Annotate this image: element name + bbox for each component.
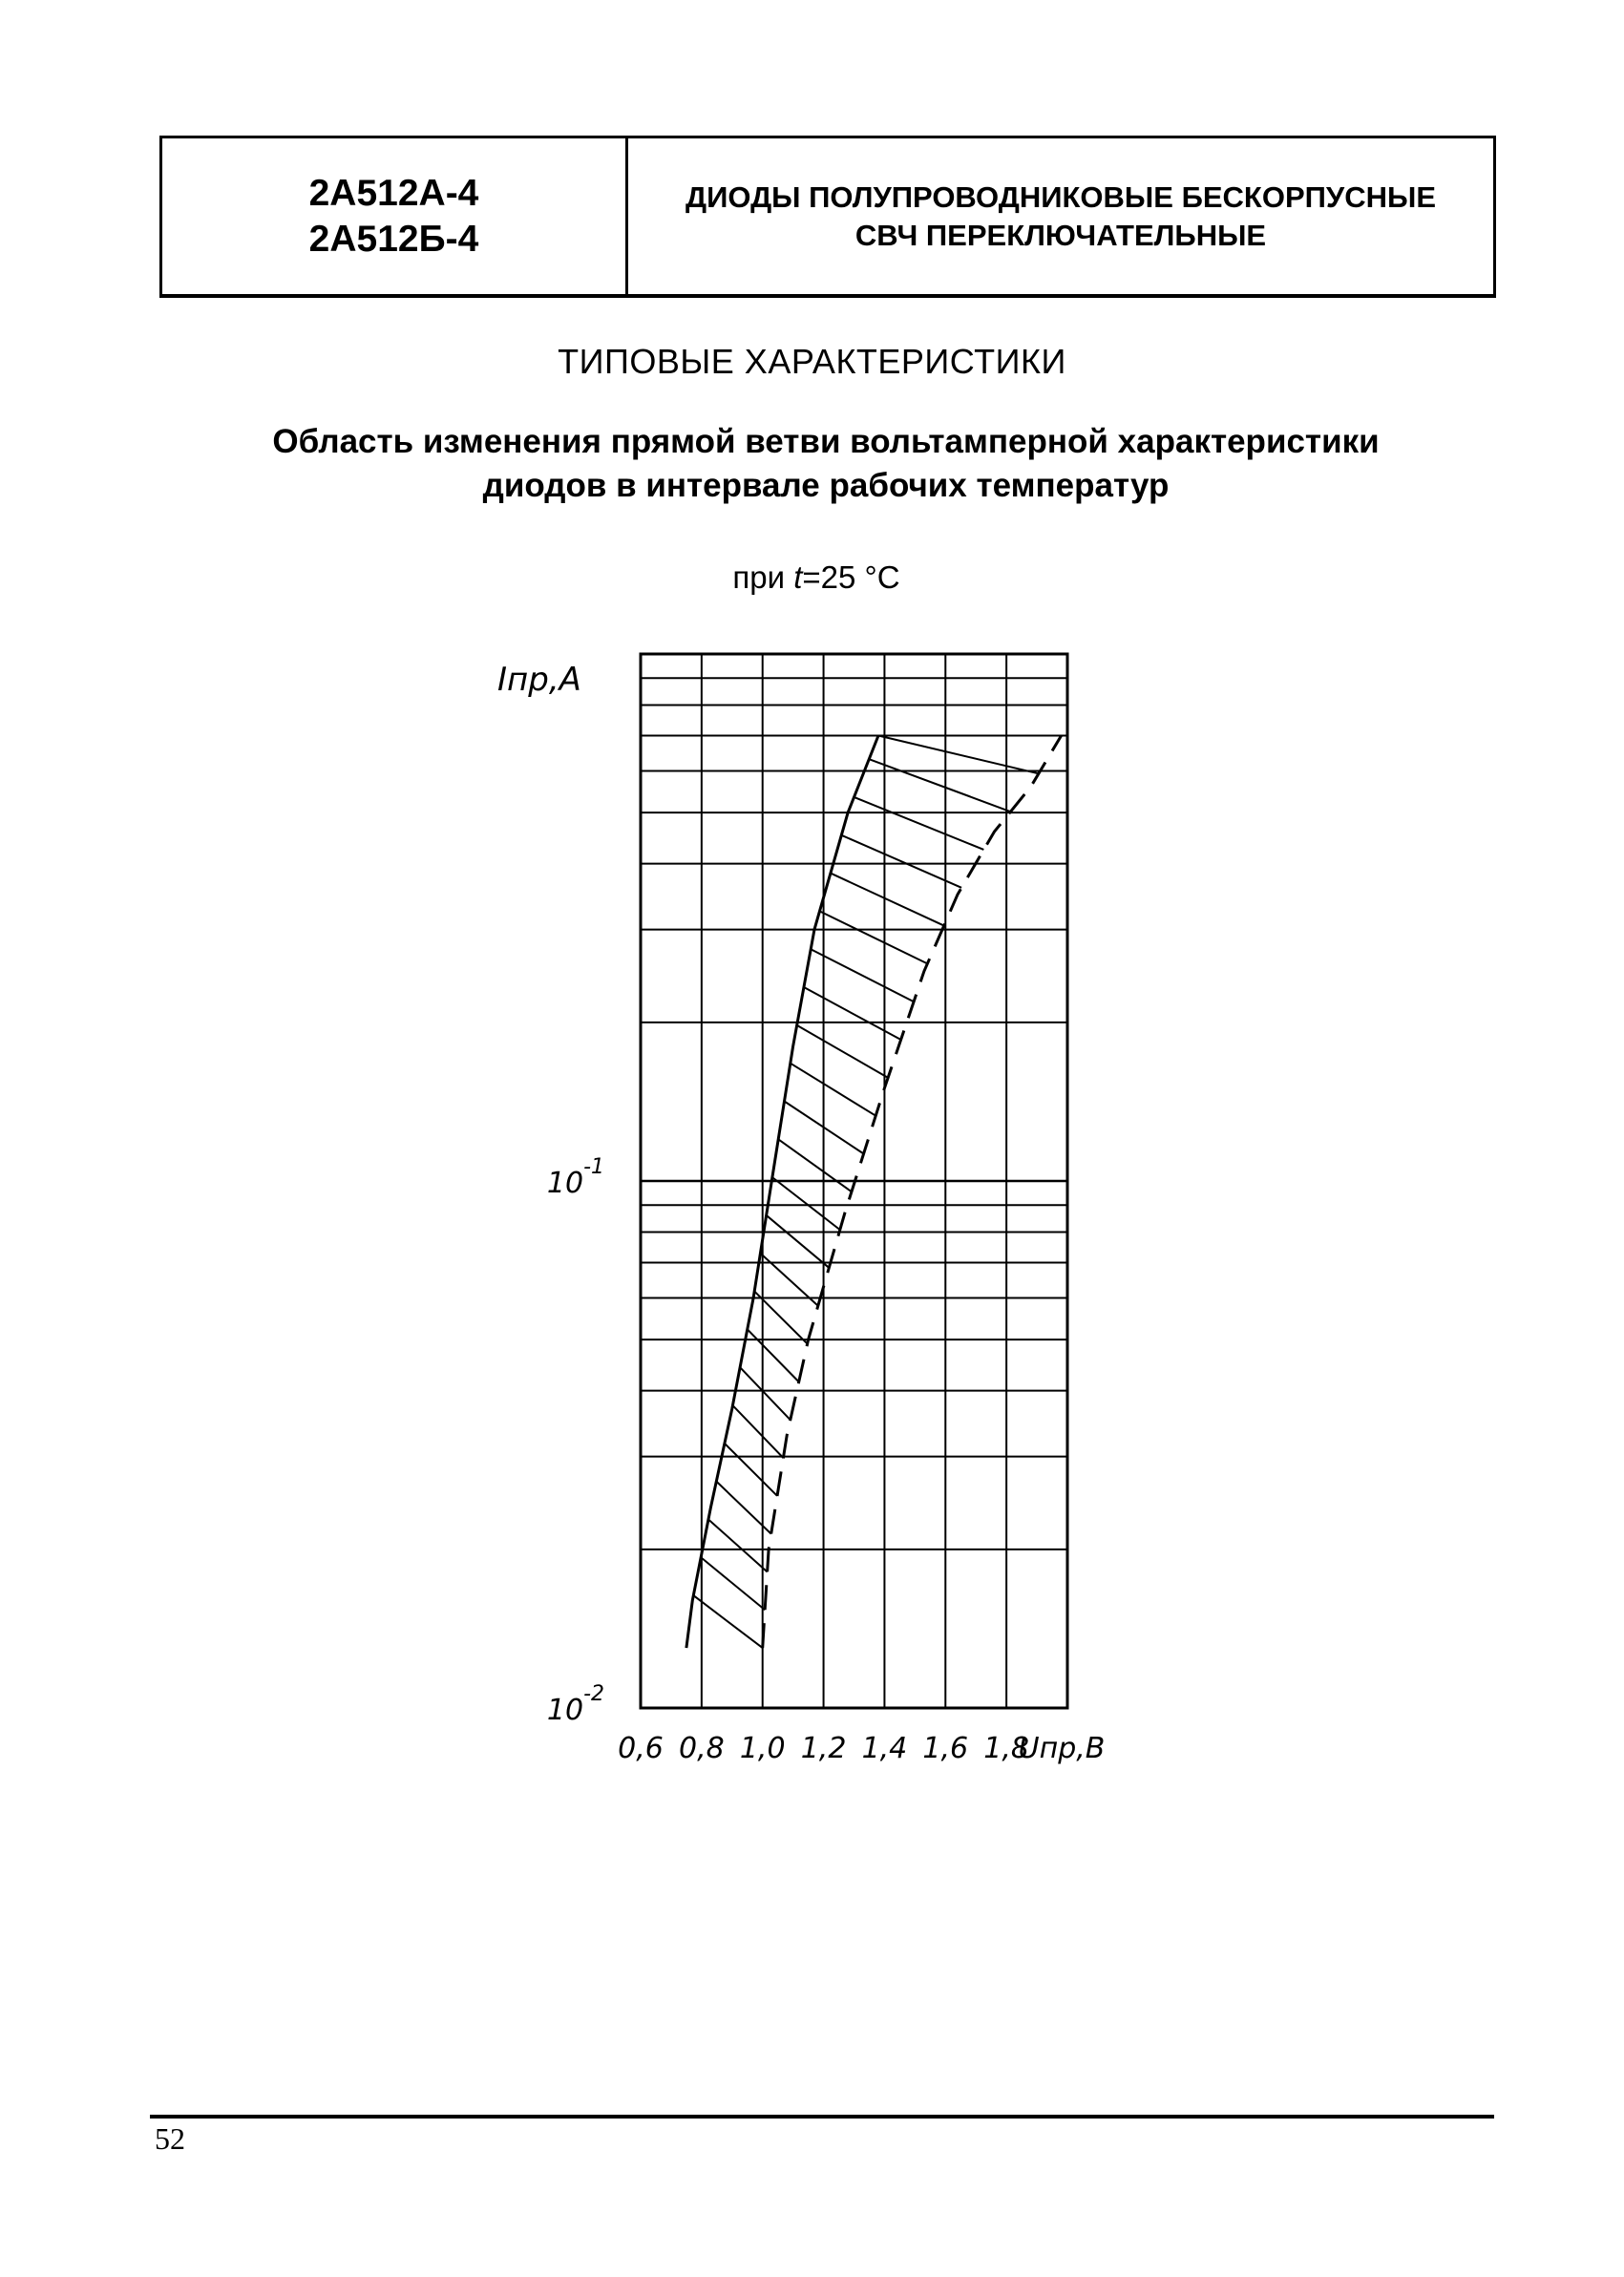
x-tick-label: 0,8 <box>678 1732 725 1765</box>
diode-code-b: 2А512Б-4 <box>308 218 479 260</box>
footer-rule <box>150 2115 1494 2119</box>
condition-suffix: =25 °C <box>802 559 900 595</box>
hatch-line <box>804 987 901 1040</box>
hatch-line <box>878 736 1039 774</box>
chart-curves <box>686 736 1062 1649</box>
hatch-line <box>732 1405 783 1458</box>
hatch-line <box>740 1367 791 1420</box>
y-axis-label: Iпр,A <box>497 661 581 699</box>
x-tick-label: 0,6 <box>618 1732 664 1765</box>
hatch-line <box>791 1064 875 1116</box>
condition-prefix: при <box>732 559 794 595</box>
hatch-line <box>820 911 928 963</box>
series-dashed-line <box>763 736 1062 1649</box>
y-axis-ticks <box>547 1155 604 1727</box>
hatch-line <box>772 1177 840 1230</box>
hatch-line <box>778 1139 852 1191</box>
hatch-line <box>811 949 914 1001</box>
x-tick-label: 1,4 <box>861 1732 908 1765</box>
x-tick-label: 1,6 <box>922 1732 969 1765</box>
x-tick-label: 1,0 <box>739 1732 786 1765</box>
x-tick-label: 1,2 <box>800 1732 847 1765</box>
hatch-line <box>701 1557 765 1610</box>
page-number: 52 <box>155 2121 185 2156</box>
hatch-line <box>767 1215 830 1268</box>
y-tick-label: $10^{-1}$ <box>546 1155 604 1200</box>
y-tick-label: $10^{-2}$ <box>546 1682 604 1727</box>
description-line-1: ДИОДЫ ПОЛУПРОВОДНИКОВЫЕ БЕСКОРПУСНЫЕ <box>685 179 1436 214</box>
condition-variable: t <box>793 559 803 595</box>
section-title: ТИПОВЫЕ ХАРАКТЕРИСТИКИ <box>558 342 1066 381</box>
description-line-2: СВЧ ПЕРЕКЛЮЧАТЕЛЬНЫЕ <box>854 218 1267 252</box>
hatch-line <box>869 759 1010 812</box>
x-axis-ticks <box>618 1732 1029 1765</box>
hatch-line <box>748 1329 799 1381</box>
chart-title-line-1: Область изменения прямой ветви вольтамперной характеристики <box>272 423 1380 460</box>
diode-code-a: 2А512А-4 <box>308 172 479 214</box>
chart-title-line-2: диодов в интервале рабочих температур <box>482 467 1170 504</box>
hatch-line <box>854 797 984 850</box>
hatch-line <box>831 874 944 926</box>
hatch-line <box>693 1595 762 1648</box>
x-axis-label: Uпр,В <box>1018 1732 1106 1765</box>
hatch-line <box>708 1519 768 1571</box>
x-tick-label: 1,8 <box>983 1732 1030 1765</box>
hatch-line <box>725 1444 777 1496</box>
hatch-line <box>841 835 961 888</box>
series-solid-line <box>686 736 878 1649</box>
hatch-line <box>797 1025 888 1078</box>
